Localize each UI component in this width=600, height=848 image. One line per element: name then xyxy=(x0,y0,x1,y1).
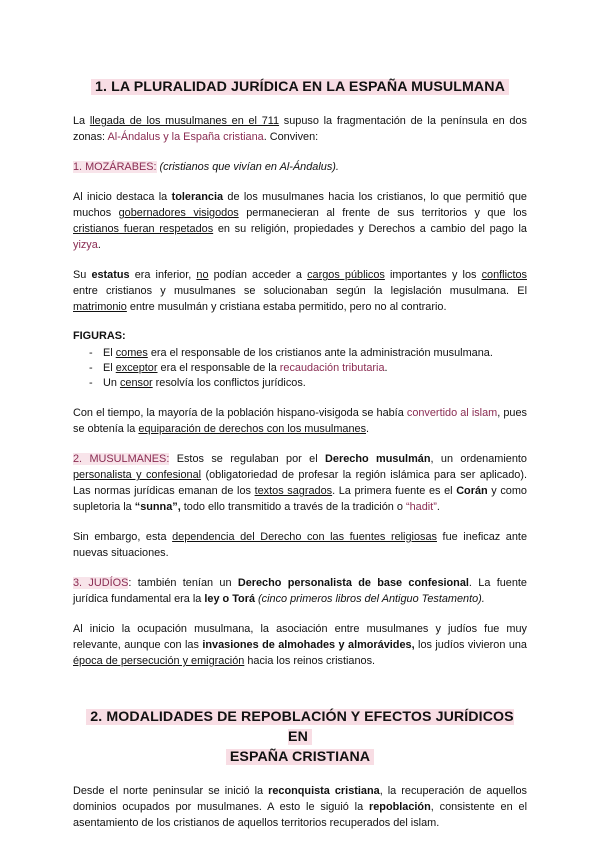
conversion-paragraph: Con el tiempo, la mayoría de la población hispano-visigoda se había convertido al islam, pues se obtenía la equiparación de derechos con los musulmanes. xyxy=(73,407,527,435)
judios-paragraph: 3. JUDÍOS: también tenían un Derecho personalista de base confesional. La fuente jurídica fundamental era la ley o Torá (cinco primeros libros del Antiguo Testamento). xyxy=(73,577,527,605)
figuras-list xyxy=(73,346,527,391)
musulmanes-paragraph: 2. MUSULMANES: Estos se regulaban por el Derecho musulmán, un ordenamiento personalista y confesional (obligatoriedad de profesar la región islámica para ser aplicado). Las normas jurídicas emanan de los textos sagrados. La primera fuente es el Corán y como supletoria la “sunna”, todo ello transmitido a través de la tradición o “hadit”. xyxy=(73,453,527,513)
section-2-title-line-1: 2. MODALIDADES DE REPOBLACIÓN Y EFECTOS JURÍDICOS EN xyxy=(86,709,514,745)
mozarabes-heading: 1. MOZÁRABES: (cristianos que vivían en Al-Ándalus). xyxy=(73,161,339,173)
section-1-title-text: 1. LA PLURALIDAD JURÍDICA EN LA ESPAÑA MUSULMANA xyxy=(91,79,509,95)
highlighted-phrase: Al-Ándalus y la España cristiana xyxy=(107,131,264,143)
underlined-phrase: llegada de los musulmanes en el 711 xyxy=(89,115,280,127)
persecucion-paragraph: Al inicio la ocupación musulmana, la asociación entre musulmanes y judíos fue muy relevante, aunque con las invasiones de almohades y almorávides, los judíos vivieron una época de persecución y emigración hacia los reinos cristianos. xyxy=(73,623,527,667)
figuras-title: FIGURAS: xyxy=(73,330,126,342)
list-item: - El exceptor era el responsable de la recaudación tributaria. xyxy=(73,361,527,376)
section-2-title-line-2: ESPAÑA CRISTIANA xyxy=(226,749,374,765)
intro-paragraph: La llegada de los musulmanes en el 711 supuso la fragmentación de la península en dos zonas: Al-Ándalus y la España cristiana. Conviven: xyxy=(73,115,527,143)
estatus-paragraph: Su estatus era inferior, no podían acceder a cargos públicos importantes y los conflictos entre cristianos y musulmanes se solucionaban según la legislación musulmana. El matrimonio entre musulmán y cristiana estaba permitido, pero no al contrario. xyxy=(73,269,527,313)
section-2-title xyxy=(73,707,527,767)
subsection-label: 1. MOZÁRABES: xyxy=(73,161,157,173)
list-item: - Un censor resolvía los conflictos jurídicos. xyxy=(73,376,527,391)
list-item: - El comes era el responsable de los cristianos ante la administración musulmana. xyxy=(73,346,527,361)
subsection-label: 3. JUDÍOS xyxy=(73,577,129,589)
reconquista-paragraph: Desde el norte peninsular se inició la reconquista cristiana, la recuperación de aquellos dominios ocupados por musulmanes. A esto le siguió la repoblación, consistente en el asentamiento de los cristianos de aquellos territorios recuperados del islam. xyxy=(73,785,527,829)
tolerancia-paragraph: Al inicio destaca la tolerancia de los musulmanes hacia los cristianos, lo que permitió que muchos gobernadores visigodos permanecieran al frente de sus territorios y que los cristianos fueran respetados en su religión, propiedades y Derechos a cambio del pago la yizya. xyxy=(73,191,527,251)
dependencia-paragraph: Sin embargo, esta dependencia del Derecho con las fuentes religiosas fue ineficaz ante nuevas situaciones. xyxy=(73,531,528,559)
section-1-title xyxy=(73,78,527,97)
subsection-label: 2. MUSULMANES: xyxy=(73,453,170,465)
